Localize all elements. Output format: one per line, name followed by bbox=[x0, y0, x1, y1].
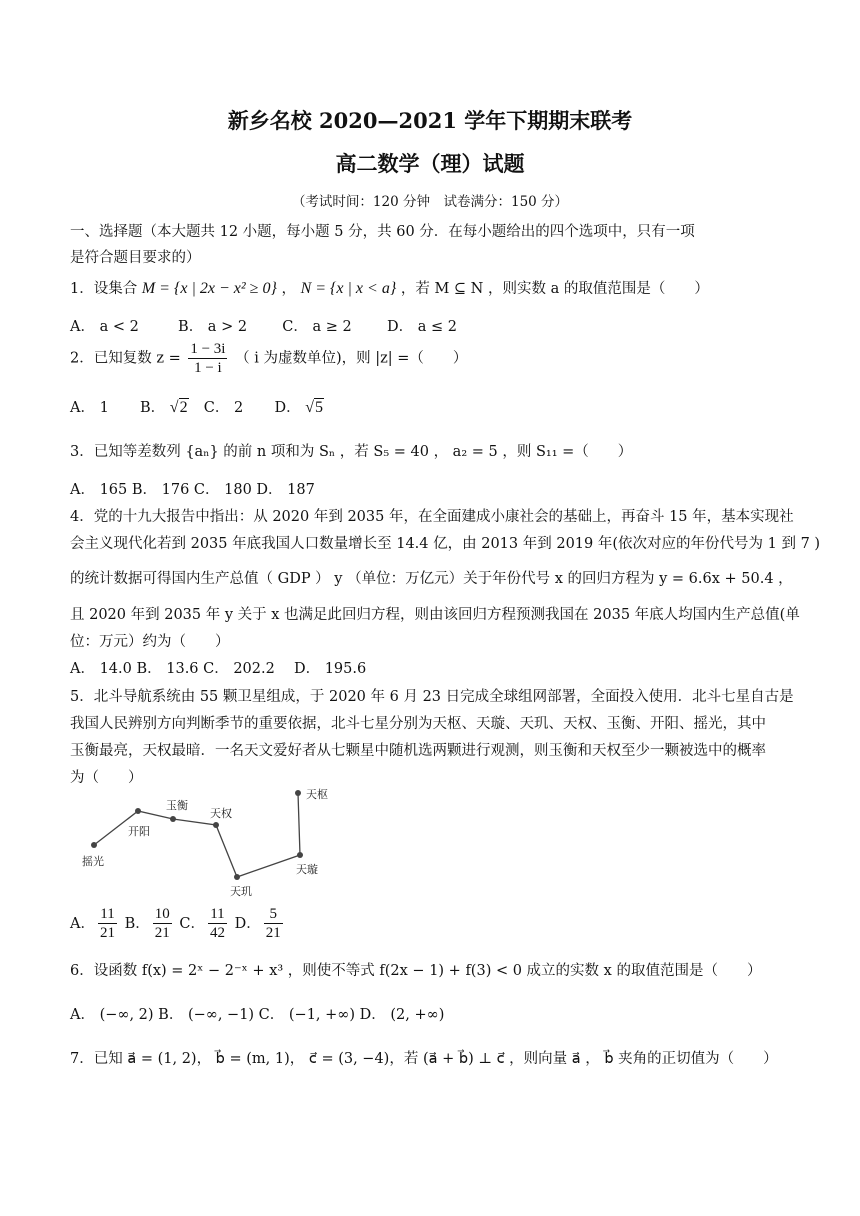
q5-option-b[interactable]: B． $\frac{10}{21}$ bbox=[124, 906, 170, 941]
q1-options bbox=[70, 315, 795, 336]
q4-options[interactable]: A． 14.0 B． 13.6 C． 202.2 D． 195.6 bbox=[70, 661, 367, 677]
q2-suffix: （ i 为虚数单位)，则 |z| =（ ） bbox=[235, 350, 468, 367]
star-yaoguang bbox=[91, 842, 97, 848]
q2-prefix: 2．已知复数 z = bbox=[70, 350, 181, 367]
q4-line3: 的统计数据可得国内生产总值（ GDP ） y （单位：万亿元）关于年份代号 x 的回归方程为 y = 6.6x + 50.4 ， bbox=[70, 571, 793, 587]
q2-fraction bbox=[188, 340, 227, 377]
section-heading-line2: 是符合题目要求的） bbox=[70, 250, 201, 266]
q2-option-b[interactable] bbox=[140, 400, 193, 416]
q2-options bbox=[70, 396, 795, 417]
q1-option-c[interactable]: C． a ≥ 2 bbox=[282, 319, 352, 335]
q2-denominator: 1 − i bbox=[194, 360, 222, 376]
q2-option-b-radicand: 2 bbox=[179, 399, 188, 416]
q4-line2: 会主义现代化若到 2035 年底我国人口数量增长至 14.4 亿，由 2013 年到 2019 年(依次对应的年份代号为 1 到 7 ) bbox=[70, 536, 821, 552]
star-tianxuan bbox=[297, 852, 303, 858]
q1-condition: ，若 M ⊆ N ，则实数 a 的取值范围是（ ） bbox=[400, 281, 709, 297]
sqrt-symbol: √5 bbox=[305, 399, 323, 416]
q2-option-d-radicand: 5 bbox=[314, 399, 323, 416]
q5-line1: 5．北斗导航系统由 55 颗卫星组成，于 2020 年 6 月 23 日完成全球组网部署，全面投入使用．北斗七星自古是 bbox=[70, 689, 794, 705]
constellation-line bbox=[94, 793, 300, 877]
q1-sep: ， bbox=[281, 281, 296, 297]
q2-option-b-label: B． bbox=[140, 400, 166, 416]
question-1 bbox=[70, 277, 795, 298]
exam-info: （考试时间：120 分钟 试卷满分：150 分） bbox=[291, 194, 569, 210]
q1-prefix: 1．设集合 bbox=[70, 281, 138, 297]
star-tianquan bbox=[213, 822, 219, 828]
question-7: 7．已知 a⃗ = (1, 2)， b⃗ = (m, 1)， c⃗ = (3, −4)，若 (a⃗ + b⃗) ⊥ c⃗ ，则向量 a⃗ ， b⃗ 夹角的正切值为（ ） bbox=[70, 1051, 778, 1067]
exam-subtitle: 高二数学（理）试题 bbox=[335, 151, 525, 176]
star-kaiyang bbox=[135, 808, 141, 814]
label-tianquan: 天权 bbox=[210, 807, 232, 820]
q4-line4: 且 2020 年到 2035 年 y 关于 x 也满足此回归方程，则由该回归方程预测我国在 2035 年底人均国内生产总值(单 bbox=[70, 607, 800, 623]
q2-numerator: 1 − 3i bbox=[190, 341, 226, 357]
star-tianshu bbox=[295, 790, 301, 796]
q2-option-a[interactable]: A． 1 bbox=[70, 400, 109, 416]
q1-set-n: N = {x | x < a} bbox=[300, 280, 397, 297]
question-6: 6．设函数 f(x) = 2ˣ − 2⁻ˣ + x³ ，则使不等式 f(2x − 1) + f(3) < 0 成立的实数 x 的取值范围是（ ） bbox=[70, 963, 762, 979]
star-tianji bbox=[234, 874, 240, 880]
sqrt-symbol: √2 bbox=[169, 399, 188, 416]
q1-set-m: M = {x | 2x − x² ≥ 0} bbox=[141, 280, 277, 297]
q4-line1: 4．党的十九大报告中指出：从 2020 年到 2035 年，在全面建成小康社会的基础上，再奋斗 15 年，基本实现社 bbox=[70, 509, 794, 525]
q6-options[interactable]: A． (−∞, 2) B． (−∞, −1) C． (−1, +∞) D． (2, +∞) bbox=[70, 1007, 445, 1023]
q5-option-a[interactable]: A． $\frac{11}{21}$ bbox=[70, 906, 115, 941]
label-yuheng: 玉衡 bbox=[166, 799, 188, 812]
question-3: 3．已知等差数列 {aₙ} 的前 n 项和为 Sₙ ，若 S₅ = 40 ， a₂ = 5 ，则 S₁₁ =（ ） bbox=[70, 444, 633, 460]
q5-line2: 我国人民辨别方向判断季节的重要依据，北斗七星分别为天枢、天璇、天玑、天权、玉衡、开阳、摇光，其中 bbox=[70, 716, 766, 732]
label-tianshu: 天枢 bbox=[306, 788, 328, 801]
q4-line5: 位：万元）约为（ ） bbox=[70, 634, 230, 650]
section-heading-line1: 一、选择题（本大题共 12 小题，每小题 5 分，共 60 分．在每小题给出的四个选项中，只有一项 bbox=[70, 224, 695, 240]
label-kaiyang: 开阳 bbox=[128, 825, 150, 838]
q1-option-b[interactable]: B． a > 2 bbox=[178, 319, 248, 335]
q5-option-c[interactable]: C． $\frac{11}{42}$ bbox=[179, 906, 225, 941]
q2-option-d-label: D． bbox=[274, 400, 301, 416]
q3-options[interactable]: A． 165 B． 176 C． 180 D． 187 bbox=[70, 482, 315, 498]
label-tianji: 天玑 bbox=[230, 885, 252, 898]
label-yaoguang: 摇光 bbox=[82, 855, 104, 868]
q5-line4: 为（ ） bbox=[70, 770, 143, 786]
q5-options bbox=[70, 905, 795, 942]
q2-option-d[interactable] bbox=[274, 400, 324, 416]
q5-line3: 玉衡最亮，天权最暗．一名天文爱好者从七颗星中随机选两颗进行观测，则玉衡和天权至少一颗被选中的概率 bbox=[70, 743, 766, 759]
q1-option-d[interactable]: D． a ≤ 2 bbox=[386, 319, 457, 335]
question-2 bbox=[70, 340, 795, 377]
q5-option-d[interactable]: D． $\frac{5}{21}$ bbox=[234, 906, 281, 941]
label-tianxuan: 天璇 bbox=[296, 863, 318, 876]
q1-option-a[interactable]: A． a < 2 bbox=[70, 319, 139, 335]
exam-title: 新乡名校 2020—2021 学年下期期末联考 bbox=[227, 108, 633, 133]
q2-option-c[interactable]: C． 2 bbox=[203, 400, 244, 416]
star-yuheng bbox=[170, 816, 176, 822]
big-dipper-figure bbox=[70, 785, 370, 905]
